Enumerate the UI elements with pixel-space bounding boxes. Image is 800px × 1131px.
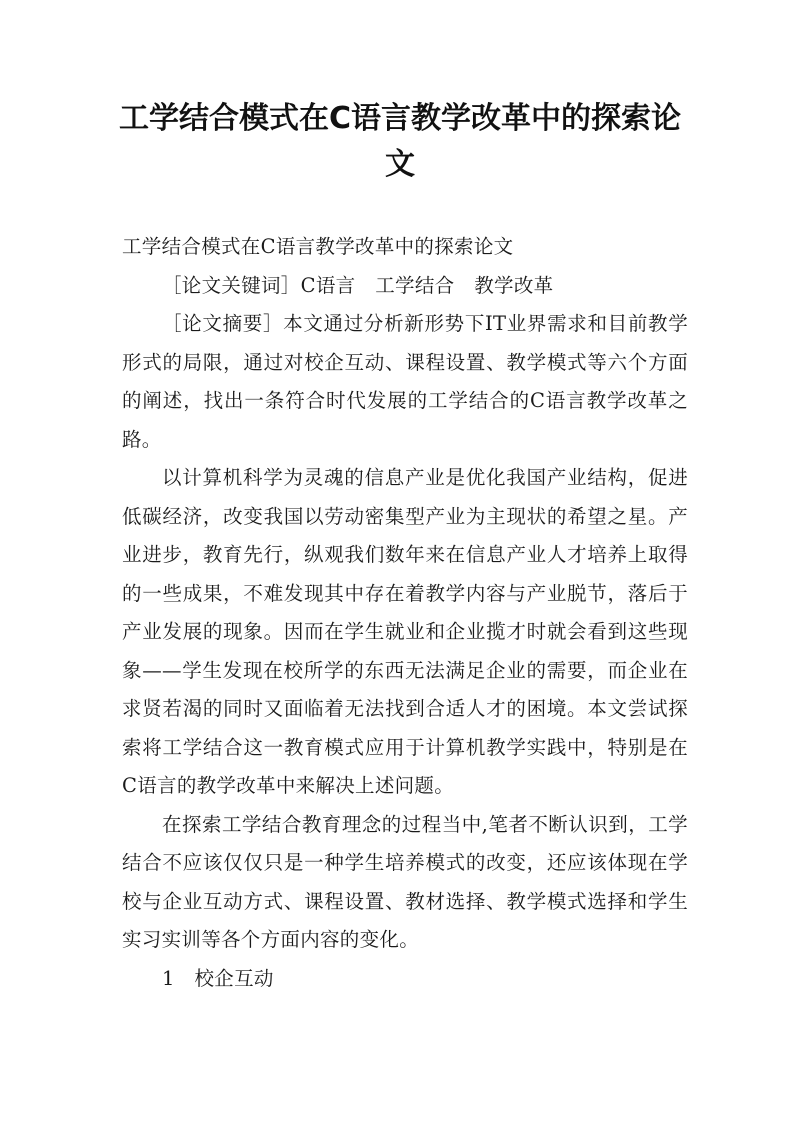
document-subtitle: 工学结合模式在C语言教学改革中的探索论文 [122, 235, 514, 258]
body-paragraph: 以计算机科学为灵魂的信息产业是优化我国产业结构，促进低碳经济，改变我国以劳动密集型产业为主现状的希望之星。产业进步，教育先行，纵观我们数年来在信息产业人才培养上取得的一些成果，不难发现其中存在着教学内容与产业脱节，落后于产业发展的现象。因而在学生就业和企业揽才时就会看到这些现象——学生发现在校所学的东西无法满足企业的需要，而企业在求贤若渴的同时又面临着无法找到合适人才的困境。本文尝试探索将工学结合这一教育模式应用于计算机教学实践中，特别是在C语言的教学改革中来解决上述问题。 [122, 466, 688, 797]
body-paragraph: 在探索工学结合教育理念的过程当中,笔者不断认识到，工学结合不应该仅仅只是一种学生培养模式的改变，还应该体现在学校与企业互动方式、课程设置、教材选择、教学模式选择和学生实习实训等各个方面内容的变化。 [122, 812, 688, 951]
section-heading: 1 校企互动 [162, 966, 274, 990]
keywords-line: ［论文关键词］C语言 工学结合 教学改革 [162, 273, 554, 297]
document-body [122, 228, 688, 998]
abstract-paragraph: ［论文摘要］本文通过分析新形势下IT业界需求和目前教学形式的局限，通过对校企互动、课程设置、教学模式等六个方面的阐述，找出一条符合时代发展的工学结合的C语言教学改革之路。 [122, 312, 688, 451]
document-title: 工学结合模式在C语言教学改革中的探索论文 [118, 101, 682, 182]
